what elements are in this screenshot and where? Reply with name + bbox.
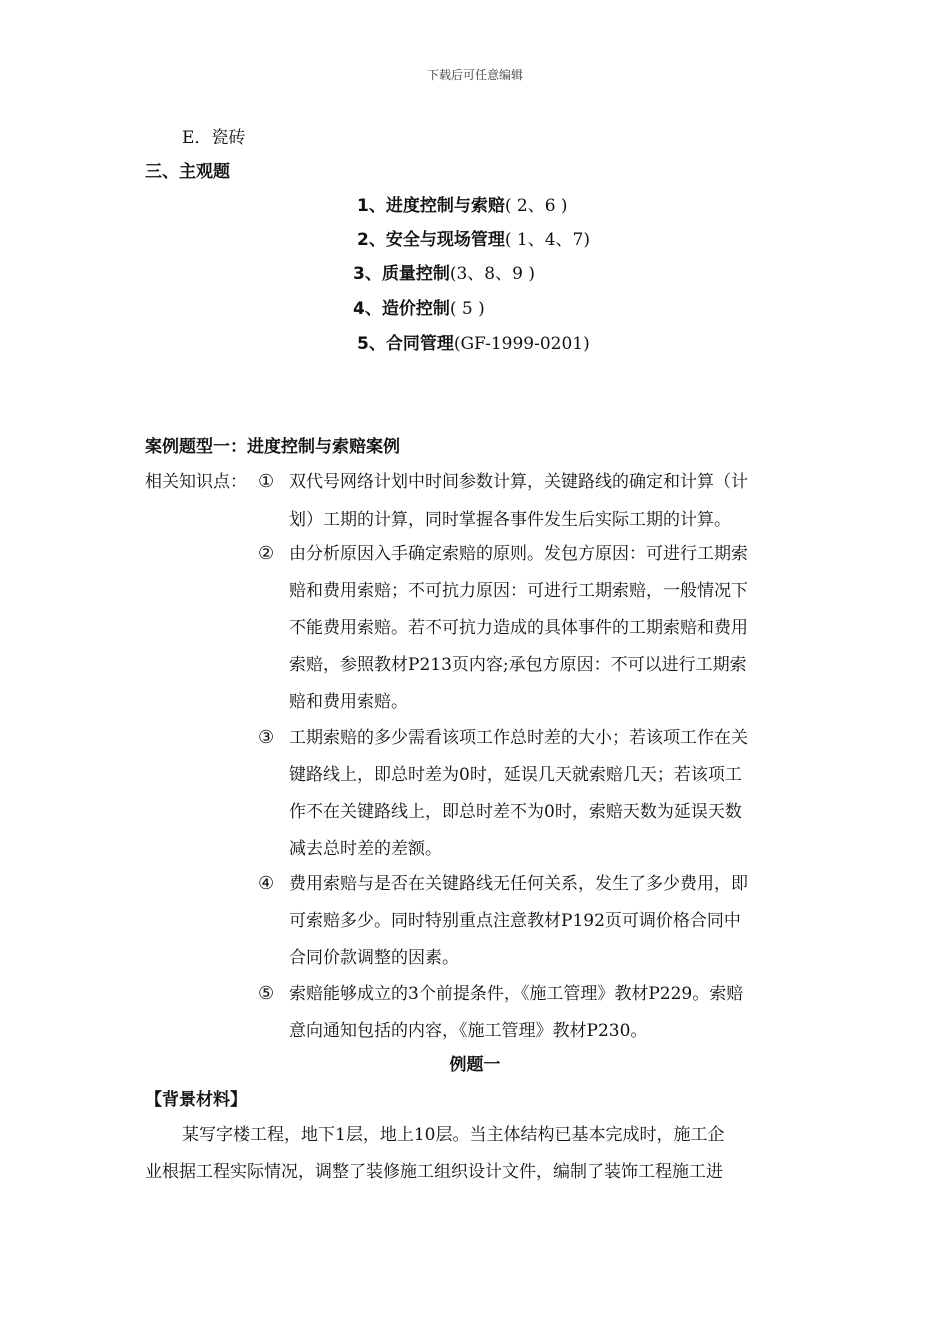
background-heading: 【背景材料】 — [145, 1090, 247, 1110]
circled-number-marker: ⑤ — [258, 983, 275, 1004]
knowledge-line: 可索赔多少。同时特别重点注意教材P192页可调价格合同中 — [289, 911, 741, 931]
knowledge-line: 由分析原因入手确定索赔的原则。发包方原因：可进行工期索 — [289, 544, 748, 564]
knowledge-line: 索赔能够成立的3个前提条件，《施工管理》教材P229。索赔 — [289, 984, 744, 1004]
topic-item — [357, 334, 590, 354]
topic-refs: (GF-1999-0201) — [453, 334, 590, 354]
topic-title: 2、安全与现场管理 — [357, 230, 505, 250]
topic-refs: ( 5 ) — [449, 299, 485, 319]
topic-refs: ( 2、6 ) — [504, 196, 568, 216]
case-title: 案例题型一：进度控制与索赔案例 — [145, 437, 400, 457]
knowledge-line: 合同价款调整的因素。 — [289, 948, 459, 968]
circled-number-marker: ① — [258, 471, 275, 492]
section-title: 三、主观题 — [145, 162, 230, 182]
circled-number-marker: ② — [258, 543, 275, 564]
knowledge-line: 作不在关键路线上，即总时差不为0时，索赔天数为延误天数 — [289, 802, 742, 822]
knowledge-line: 意向通知包括的内容，《施工管理》教材P230。 — [289, 1021, 648, 1041]
knowledge-line: 工期索赔的多少需看该项工作总时差的大小；若该项工作在关 — [289, 728, 748, 748]
knowledge-line: 索赔，参照教材P213页内容;承包方原因：不可以进行工期索 — [289, 655, 747, 675]
knowledge-line: 双代号网络计划中时间参数计算，关键路线的确定和计算（计 — [289, 472, 748, 492]
topic-title: 1、进度控制与索赔 — [357, 196, 505, 216]
knowledge-line: 赔和费用索赔；不可抗力原因：可进行工期索赔，一般情况下 — [289, 581, 748, 601]
knowledge-line: 费用索赔与是否在关键路线无任何关系，发生了多少费用，即 — [289, 874, 748, 894]
knowledge-line: 键路线上，即总时差为0时，延误几天就索赔几天；若该项工 — [289, 765, 742, 785]
topic-title: 5、合同管理 — [357, 334, 454, 354]
knowledge-line: 减去总时差的差额。 — [289, 839, 442, 859]
background-paragraph-line: 业根据工程实际情况，调整了装修施工组织设计文件，编制了装饰工程施工进 — [145, 1162, 723, 1182]
topic-item — [353, 299, 485, 319]
knowledge-line: 划）工期的计算，同时掌握各事件发生后实际工期的计算。 — [289, 510, 731, 530]
example-title: 例题一 — [449, 1055, 501, 1075]
topic-title: 3、质量控制 — [353, 264, 450, 284]
topic-item — [353, 264, 535, 284]
knowledge-line: 赔和费用索赔。 — [289, 692, 408, 712]
topic-refs: ( 1、4、7) — [504, 230, 590, 250]
circled-number-marker: ③ — [258, 727, 275, 748]
circled-number-marker: ④ — [258, 873, 275, 894]
page-header: 下载后可任意编辑 — [426, 68, 523, 82]
option-e: E．瓷砖 — [182, 128, 246, 148]
topic-item — [357, 196, 568, 216]
topic-item — [357, 230, 590, 250]
knowledge-line: 不能费用索赔。若不可抗力造成的具体事件的工期索赔和费用 — [289, 618, 748, 638]
topic-title: 4、造价控制 — [353, 299, 450, 319]
background-paragraph-line: 某写字楼工程，地下1层，地上10层。当主体结构已基本完成时，施工企 — [182, 1125, 725, 1145]
knowledge-label: 相关知识点： — [145, 472, 247, 492]
topic-refs: (3、8、9 ) — [449, 264, 535, 284]
